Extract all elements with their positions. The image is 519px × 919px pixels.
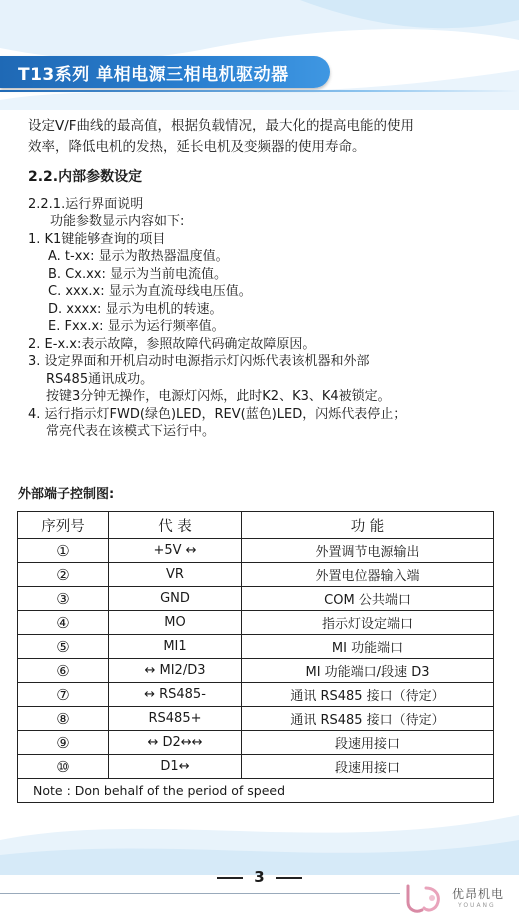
symbol-cell: MI1 <box>109 635 242 659</box>
symbol-cell: VR <box>109 563 242 587</box>
header-divider <box>0 90 519 92</box>
column-header: 序列号 <box>18 512 109 539</box>
intro-line: 效率，降低电机的发热，延长电机及变频器的使用寿命。 <box>28 139 366 155</box>
serial-cell: ④ <box>18 611 109 635</box>
list-item: 4. 运行指示灯FWD(绿色)LED，REV(蓝色)LED，闪烁代表停止； <box>28 406 407 422</box>
symbol-cell: MO <box>109 611 242 635</box>
list-item: D. xxxx: 显示为电机的转速。 <box>48 301 223 317</box>
symbol-cell: GND <box>109 587 242 611</box>
serial-cell: ② <box>18 563 109 587</box>
serial-cell: ⑩ <box>18 755 109 779</box>
function-cell: 指示灯设定端口 <box>242 611 494 635</box>
list-item: C. xxx.x: 显示为直流母线电压值。 <box>48 284 252 299</box>
list-item: 常亮代表在该模式下运行中。 <box>46 424 216 439</box>
table-row <box>18 683 494 707</box>
symbol-cell: ↔ RS485- <box>109 683 242 707</box>
column-header: 代 表 <box>109 512 242 539</box>
serial-cell: ③ <box>18 587 109 611</box>
page-number-dash <box>276 877 302 879</box>
header-swoosh-decoration <box>0 0 519 110</box>
list-item: 2. E-x.x:表示故障，参照故障代码确定故障原因。 <box>28 336 316 352</box>
serial-cell: ① <box>18 539 109 563</box>
table-row <box>18 755 494 779</box>
serial-cell: ⑥ <box>18 659 109 683</box>
function-cell: 通讯 RS485 接口（待定） <box>242 707 494 731</box>
column-header: 功 能 <box>242 512 494 539</box>
symbol-cell: D1↔ <box>109 755 242 779</box>
table-row <box>18 611 494 635</box>
function-cell: 通讯 RS485 接口（待定） <box>242 683 494 707</box>
function-cell: 外置电位器输入端 <box>242 563 494 587</box>
intro-paragraph <box>28 116 498 158</box>
footer-swoosh-decoration <box>0 800 519 875</box>
function-cell: MI 功能端口 <box>242 635 494 659</box>
list-item: B. Cx.xx: 显示为当前电流值。 <box>48 266 227 282</box>
function-cell: 段速用接口 <box>242 755 494 779</box>
footer-rule <box>0 893 400 894</box>
symbol-cell: ↔ MI2/D3 <box>109 659 242 683</box>
function-cell: 段速用接口 <box>242 731 494 755</box>
page-number-text: 3 <box>254 868 265 886</box>
table-row <box>18 539 494 563</box>
table-row <box>18 707 494 731</box>
serial-cell: ⑨ <box>18 731 109 755</box>
list-item: E. Fxx.x: 显示为运行频率值。 <box>48 319 225 334</box>
table-row <box>18 731 494 755</box>
serial-cell: ⑧ <box>18 707 109 731</box>
list-item: 1. K1键能够查询的项目 <box>28 231 166 247</box>
list-item: RS485通讯成功。 <box>46 371 154 387</box>
table-header-row <box>18 512 494 539</box>
symbol-cell: ↔ D2↔↔ <box>109 731 242 755</box>
section-title: 2.2.内部参数设定 <box>28 169 143 185</box>
terminal-table <box>17 511 494 803</box>
intro-line: 设定V/F曲线的最高值，根据负载情况，最大化的提高电能的使用 <box>28 118 415 134</box>
symbol-cell: +5V ↔ <box>109 539 242 563</box>
page-number-dash <box>217 877 243 879</box>
page-header-title: T13系列 单相电源三相电机驱动器 <box>18 65 289 85</box>
list-lead: 功能参数显示内容如下: <box>50 214 185 229</box>
table-row <box>18 587 494 611</box>
brand-subtitle: YOUANG <box>458 902 496 909</box>
list-item: 3. 设定界面和开机启动时电源指示灯闪烁代表该机器和外部 <box>28 354 370 369</box>
list-item: 按键3分钟无操作，电源灯闪烁，此时K2、K3、K4被锁定。 <box>46 389 391 404</box>
symbol-cell: RS485+ <box>109 707 242 731</box>
function-cell: 外置调节电源输出 <box>242 539 494 563</box>
function-cell: MI 功能端口/段速 D3 <box>242 659 494 683</box>
table-row <box>18 659 494 683</box>
terminal-diagram-title: 外部端子控制图: <box>18 487 115 502</box>
list-item: A. t-xx: 显示为散热器温度值。 <box>48 249 229 264</box>
parameter-list <box>0 213 519 441</box>
brand-name: 优昂机电 <box>452 887 505 901</box>
serial-cell: ⑦ <box>18 683 109 707</box>
serial-cell: ⑤ <box>18 635 109 659</box>
table-row <box>18 563 494 587</box>
table-note-row <box>18 779 494 803</box>
table-row <box>18 635 494 659</box>
subsection-title: 2.2.1.运行界面说明 <box>28 197 144 212</box>
table-note: Note : Don behalf of the period of speed <box>18 779 494 803</box>
function-cell: COM 公共端口 <box>242 587 494 611</box>
